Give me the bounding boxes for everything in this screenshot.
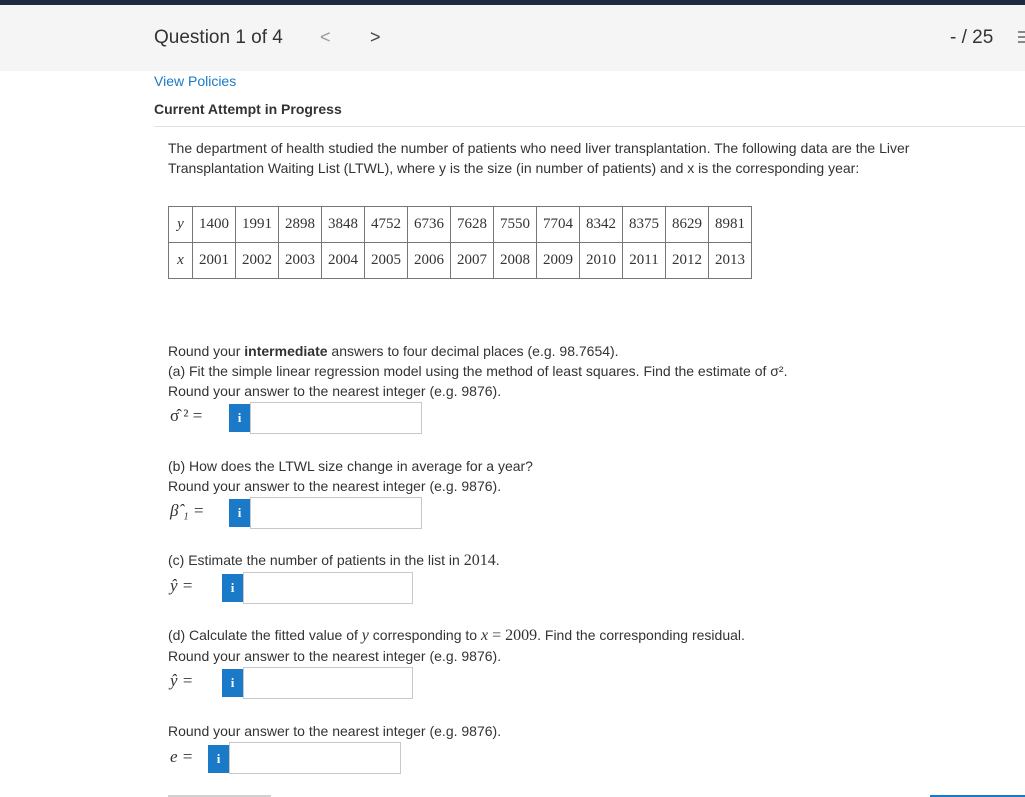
info-icon[interactable]: i — [229, 404, 250, 432]
table-cell: 2012 — [666, 243, 709, 279]
beta-one-label: β̂ ₁ = — [170, 501, 205, 520]
info-icon[interactable]: i — [222, 669, 243, 697]
part-a-rounding: Round your answer to the nearest integer (e.g. 9876). — [168, 383, 502, 399]
table-cell: 2007 — [451, 243, 494, 279]
table-cell: 3848 — [322, 207, 365, 243]
y-hat-label: ŷ = — [170, 576, 194, 595]
part-d-rounding: Round your answer to the nearest integer (e.g. 9876). — [168, 648, 502, 664]
table-cell: 8981 — [709, 207, 752, 243]
table-cell: 2013 — [709, 243, 752, 279]
table-cell: 7628 — [451, 207, 494, 243]
part-a-question: (a) Fit the simple linear regression model using the method of least squares. Find the estimate of σ². — [168, 363, 788, 379]
table-cell: 4752 — [365, 207, 408, 243]
residual-rounding: Round your answer to the nearest integer (e.g. 9876). — [168, 723, 502, 739]
part-b-rounding: Round your answer to the nearest integer (e.g. 9876). — [168, 478, 502, 494]
table-cell: 2010 — [580, 243, 623, 279]
table-cell: 1400 — [193, 207, 236, 243]
table-cell: 6736 — [408, 207, 451, 243]
row-label-x: x — [169, 243, 193, 279]
table-cell: 2011 — [623, 243, 666, 279]
table-cell: 8342 — [580, 207, 623, 243]
table-row-x — [169, 243, 752, 279]
question-counter: Question 1 of 4 — [154, 27, 283, 48]
rounding-instruction: Round your intermediate answers to four decimal places (e.g. 98.7654). — [168, 343, 619, 359]
view-policies-link[interactable]: View Policies — [154, 73, 237, 89]
question-header — [0, 5, 1025, 71]
table-cell: 7704 — [537, 207, 580, 243]
table-cell: 2006 — [408, 243, 451, 279]
table-cell: 2004 — [322, 243, 365, 279]
table-cell: 7550 — [494, 207, 537, 243]
table-cell: 2898 — [279, 207, 322, 243]
beta-one-input[interactable] — [250, 497, 422, 529]
problem-statement: The department of health studied the number of patients who need liver transplantation. The following data are the Liver Transplantation Waiting List (LTWL), where y is the size (in number of patients) and x is the corresponding year: — [168, 140, 910, 176]
part-d-question: (d) Calculate the fitted value of y corresponding to x = 2009. Find the corresponding residual. — [168, 627, 745, 644]
table-cell: 2002 — [236, 243, 279, 279]
table-cell: 2003 — [279, 243, 322, 279]
residual-input[interactable] — [229, 742, 401, 774]
part-c-question: (c) Estimate the number of patients in the list in 2014. — [168, 552, 500, 569]
table-cell: 8629 — [666, 207, 709, 243]
info-icon[interactable]: i — [208, 745, 229, 773]
fitted-value-input[interactable] — [243, 667, 413, 699]
part-b-question: (b) How does the LTWL size change in average for a year? — [168, 458, 533, 474]
y-hat-label: ŷ = — [170, 671, 194, 690]
attempt-status: Current Attempt in Progress — [154, 101, 342, 117]
sigma-squared-input[interactable] — [250, 402, 422, 434]
y-hat-2014-input[interactable] — [243, 572, 413, 604]
table-cell: 2001 — [193, 243, 236, 279]
table-cell: 2005 — [365, 243, 408, 279]
previous-question-button[interactable]: < — [320, 27, 331, 47]
table-cell: 1991 — [236, 207, 279, 243]
menu-icon[interactable] — [1018, 31, 1025, 45]
divider — [154, 126, 1025, 127]
residual-label: e = — [170, 747, 194, 766]
sigma-squared-label: σ̂ ² = — [170, 406, 203, 425]
data-table — [168, 206, 752, 279]
row-label-y: y — [169, 207, 193, 243]
table-cell: 2009 — [537, 243, 580, 279]
info-icon[interactable]: i — [222, 574, 243, 602]
info-icon[interactable]: i — [229, 499, 250, 527]
table-cell: 2008 — [494, 243, 537, 279]
table-row-y — [169, 207, 752, 243]
table-cell: 8375 — [623, 207, 666, 243]
score-display: - / 25 — [950, 27, 994, 48]
next-question-button[interactable]: > — [370, 27, 381, 47]
